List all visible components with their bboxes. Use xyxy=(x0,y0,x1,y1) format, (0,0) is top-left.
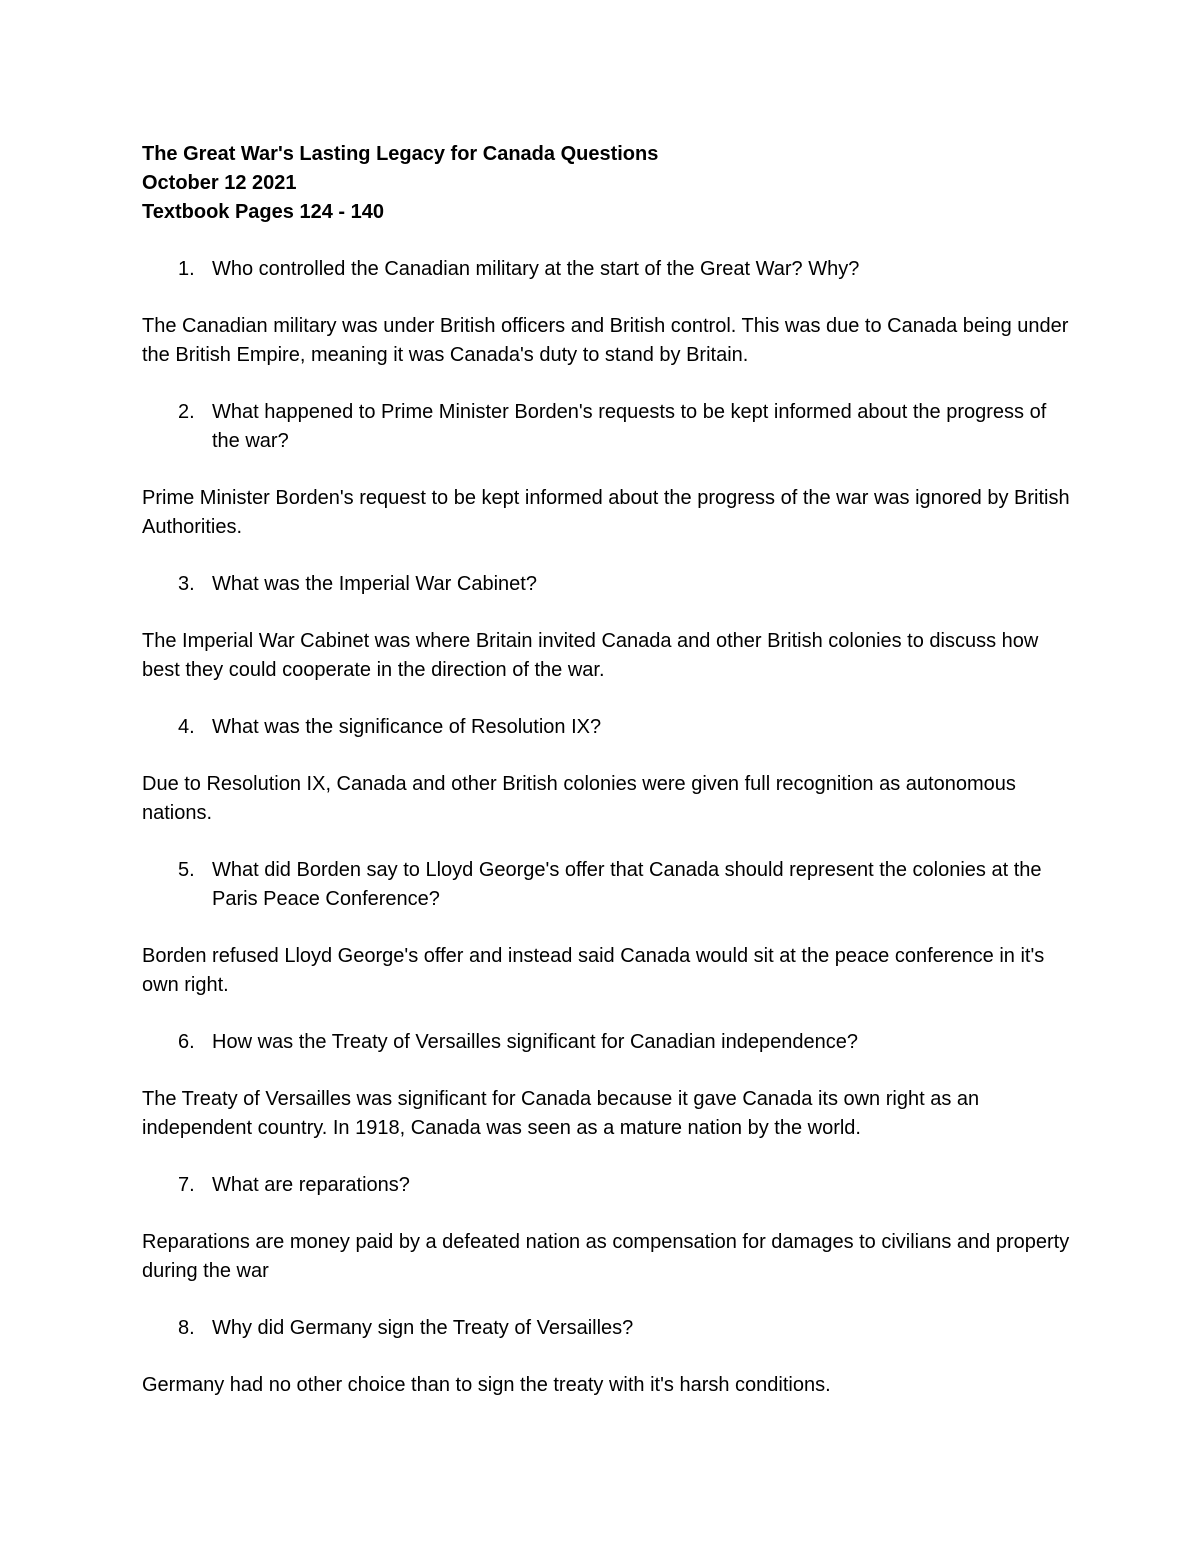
document-title: The Great War's Lasting Legacy for Canada Questions xyxy=(142,143,659,165)
question xyxy=(142,1171,1072,1200)
question-number: 4. xyxy=(178,716,195,738)
question xyxy=(142,398,1072,456)
answer-text: Reparations are money paid by a defeated nation as compensation for damages to civilians and property during the war xyxy=(142,1231,1070,1282)
answer-text: Borden refused Lloyd George's offer and instead said Canada would sit at the peace conference in it's own right. xyxy=(142,945,1045,996)
question-number: 2. xyxy=(178,401,195,423)
answer-text: Prime Minister Borden's request to be kept informed about the progress of the war was ignored by British Authorities. xyxy=(142,487,1070,538)
question xyxy=(142,1028,1072,1057)
question xyxy=(142,1314,1072,1343)
answer-text: The Treaty of Versailles was significant for Canada because it gave Canada its own right as an independent country. In 1918, Canada was seen as a mature nation by the world. xyxy=(142,1088,980,1139)
document-date: October 12 2021 xyxy=(142,172,297,194)
question-text: What was the Imperial War Cabinet? xyxy=(212,573,537,595)
question-item xyxy=(142,1171,1072,1286)
question-number: 7. xyxy=(178,1174,195,1196)
question-number: 8. xyxy=(178,1317,195,1339)
answer-text: Germany had no other choice than to sign the treaty with it's harsh conditions. xyxy=(142,1374,831,1396)
question-item xyxy=(142,713,1072,828)
question xyxy=(142,856,1072,914)
question-text: What happened to Prime Minister Borden's requests to be kept informed about the progress of the war? xyxy=(212,401,1047,452)
question-text: Who controlled the Canadian military at the start of the Great War? Why? xyxy=(212,258,860,280)
question-number: 5. xyxy=(178,859,195,881)
question xyxy=(142,713,1072,742)
answer-text: The Imperial War Cabinet was where Britain invited Canada and other British colonies to discuss how best they could cooperate in the direction of the war. xyxy=(142,630,1039,681)
question-item xyxy=(142,570,1072,685)
question-item xyxy=(142,856,1072,1000)
question-list xyxy=(142,255,1072,1400)
document-pages: Textbook Pages 124 - 140 xyxy=(142,201,384,223)
question-text: What are reparations? xyxy=(212,1174,410,1196)
question-text: What did Borden say to Lloyd George's offer that Canada should represent the colonies at the Paris Peace Conference? xyxy=(212,859,1042,910)
question-number: 3. xyxy=(178,573,195,595)
answer-text: The Canadian military was under British officers and British control. This was due to Canada being under the British Empire, meaning it was Canada's duty to stand by Britain. xyxy=(142,315,1069,366)
question-number: 6. xyxy=(178,1031,195,1053)
question-item xyxy=(142,1314,1072,1400)
question-text: How was the Treaty of Versailles significant for Canadian independence? xyxy=(212,1031,858,1053)
question-item xyxy=(142,255,1072,370)
question-item xyxy=(142,1028,1072,1143)
question xyxy=(142,255,1072,284)
answer-text: Due to Resolution IX, Canada and other British colonies were given full recognition as autonomous nations. xyxy=(142,773,1016,824)
question-text: Why did Germany sign the Treaty of Versailles? xyxy=(212,1317,634,1339)
question-text: What was the significance of Resolution IX? xyxy=(212,716,602,738)
question-item xyxy=(142,398,1072,542)
question xyxy=(142,570,1072,599)
question-number: 1. xyxy=(178,258,195,280)
document-page xyxy=(142,140,1072,1428)
